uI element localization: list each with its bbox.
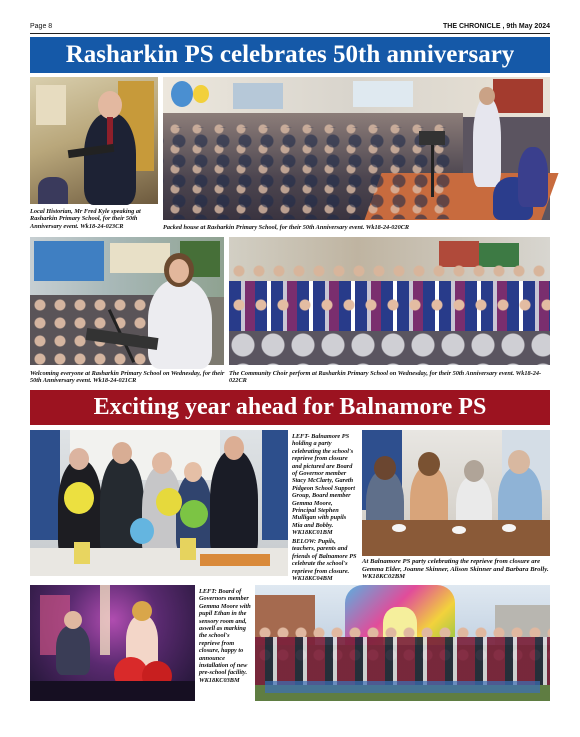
caption-speaker: Local Historian, Mr Fred Kyle speaking at Rasharkin Primary School, for their 50th Anniversary event. Wk18-24-023CR bbox=[30, 208, 141, 230]
page-number: Page 8 bbox=[30, 23, 53, 30]
photo-choir bbox=[229, 237, 550, 365]
photo-speaker bbox=[30, 77, 158, 204]
caption-below: BELOW: Pupils, teachers, parents and friends of Balnamore PS celebrate the school's reprieve from closure. WK18KC04BM bbox=[292, 538, 357, 583]
photo-party-group bbox=[30, 430, 288, 576]
caption-welcome: Welcoming everyone at Rasharkin Primary School on Wednesday, for their 50th Anniversary event. Wk18-24-021CR bbox=[30, 370, 225, 385]
caption-choir: The Community Choir perform at Rasharkin Primary School on Wednesday, for their 50th Anniversary event. Wk18-24-022CR bbox=[229, 370, 542, 385]
header-rule bbox=[30, 33, 550, 34]
photo-packed-hall bbox=[163, 77, 550, 220]
caption-packed-hall: Packed house at Rasharkin Primary School, for their 50th Anniversary event. Wk18-24-020CR bbox=[163, 224, 410, 231]
caption-sensory: LEFT: Board of Governors member Gemma Moore with pupil Ethan in the sensory room and, aswell as marking the school's reprieve from closure, happy to announce installation of new pre-school facility. WK18KC03BM bbox=[199, 588, 251, 684]
caption-party-left: LEFT- Balnamore PS holding a party celebrating the school's reprieve from closure and pictured are Board of Governor member Stacy McClarty, Gareth Pidgeon School Support Group, Board member Gemma Moore, Principal Stephen Mulligan with pupils Mia and Bobby. WK18KC01BM bbox=[292, 433, 355, 537]
photo-celebration-group bbox=[255, 585, 550, 701]
photo-sensory-room bbox=[30, 585, 195, 701]
caption-tea: At Balnamore PS party celebrating the reprieve from closure are Gemma Elder, Joanne Skinner, Alison Skinner and Barbara Brolly. WK18KC02BM bbox=[362, 558, 549, 581]
article2-headline: Exciting year ahead for Balnamore PS bbox=[30, 390, 550, 425]
photo-welcome bbox=[30, 237, 224, 365]
photo-tea bbox=[362, 430, 550, 556]
publication-dateline: THE CHRONICLE , 9th May 2024 bbox=[443, 23, 550, 30]
article1-headline: Rasharkin PS celebrates 50th anniversary bbox=[30, 37, 550, 73]
